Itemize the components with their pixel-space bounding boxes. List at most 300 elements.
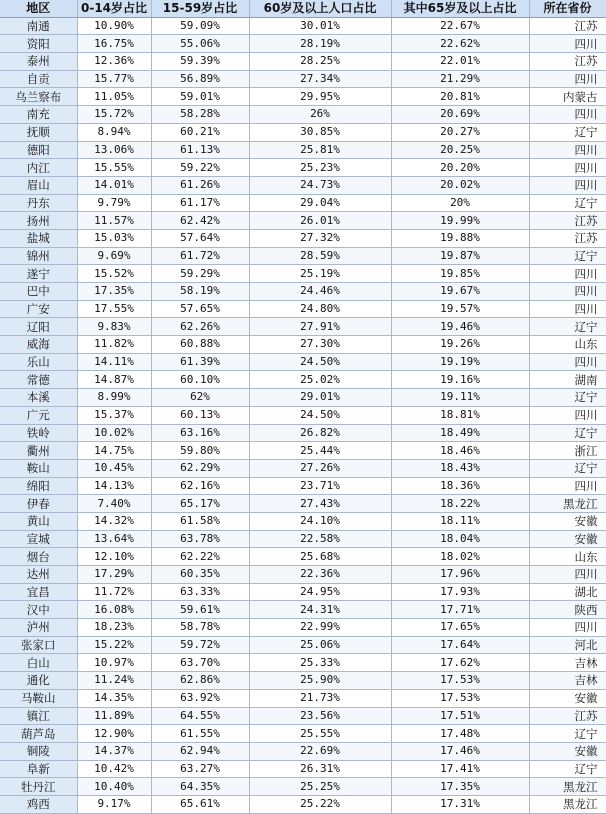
table-row	[0, 672, 606, 690]
cell-province: 四川	[529, 159, 606, 177]
table-row	[0, 619, 606, 637]
table-row	[0, 194, 606, 212]
cell-region: 绵阳	[0, 477, 77, 495]
table-row	[0, 530, 606, 548]
cell-age-15-59: 61.55%	[151, 725, 249, 743]
cell-age-0-14: 9.79%	[77, 194, 151, 212]
cell-age-60-plus: 24.73%	[249, 176, 391, 194]
cell-age-15-59: 63.27%	[151, 760, 249, 778]
cell-age-15-59: 61.13%	[151, 141, 249, 159]
cell-age-0-14: 14.35%	[77, 689, 151, 707]
cell-age-0-14: 8.94%	[77, 123, 151, 141]
cell-age-0-14: 11.82%	[77, 336, 151, 354]
cell-age-15-59: 65.61%	[151, 795, 249, 813]
cell-age-15-59: 60.35%	[151, 566, 249, 584]
cell-region: 广安	[0, 300, 77, 318]
cell-age-60-plus: 27.34%	[249, 70, 391, 88]
cell-province: 江苏	[529, 229, 606, 247]
cell-age-15-59: 64.55%	[151, 707, 249, 725]
cell-age-60-plus: 23.71%	[249, 477, 391, 495]
cell-age-15-59: 58.28%	[151, 106, 249, 124]
cell-age-65-plus: 18.04%	[391, 530, 529, 548]
cell-age-60-plus: 24.10%	[249, 512, 391, 530]
cell-age-65-plus: 19.46%	[391, 318, 529, 336]
table-row	[0, 548, 606, 566]
cell-age-0-14: 16.08%	[77, 601, 151, 619]
cell-region: 铜陵	[0, 742, 77, 760]
cell-age-60-plus: 22.58%	[249, 530, 391, 548]
cell-age-65-plus: 17.51%	[391, 707, 529, 725]
cell-age-0-14: 12.10%	[77, 548, 151, 566]
cell-age-0-14: 7.40%	[77, 495, 151, 513]
cell-age-60-plus: 27.26%	[249, 459, 391, 477]
cell-age-65-plus: 17.65%	[391, 619, 529, 637]
cell-province: 湖南	[529, 371, 606, 389]
cell-region: 镇江	[0, 707, 77, 725]
cell-age-0-14: 10.97%	[77, 654, 151, 672]
cell-age-15-59: 59.22%	[151, 159, 249, 177]
cell-age-15-59: 60.88%	[151, 336, 249, 354]
cell-region: 马鞍山	[0, 689, 77, 707]
table-row	[0, 123, 606, 141]
cell-age-15-59: 61.26%	[151, 176, 249, 194]
cell-province: 四川	[529, 619, 606, 637]
table-row	[0, 725, 606, 743]
cell-age-15-59: 62.94%	[151, 742, 249, 760]
cell-age-60-plus: 25.02%	[249, 371, 391, 389]
cell-age-15-59: 58.78%	[151, 619, 249, 637]
cell-age-65-plus: 20.81%	[391, 88, 529, 106]
cell-age-65-plus: 22.67%	[391, 17, 529, 35]
cell-age-65-plus: 19.87%	[391, 247, 529, 265]
cell-province: 陕西	[529, 601, 606, 619]
cell-age-65-plus: 19.16%	[391, 371, 529, 389]
cell-region: 锦州	[0, 247, 77, 265]
cell-age-65-plus: 17.46%	[391, 742, 529, 760]
cell-age-65-plus: 17.53%	[391, 689, 529, 707]
cell-age-15-59: 62.29%	[151, 459, 249, 477]
cell-region: 乐山	[0, 353, 77, 371]
cell-age-15-59: 59.39%	[151, 53, 249, 71]
cell-age-0-14: 11.89%	[77, 707, 151, 725]
cell-age-65-plus: 17.93%	[391, 583, 529, 601]
cell-age-60-plus: 25.90%	[249, 672, 391, 690]
cell-province: 四川	[529, 477, 606, 495]
cell-province: 江苏	[529, 53, 606, 71]
cell-age-65-plus: 18.49%	[391, 424, 529, 442]
cell-age-0-14: 11.57%	[77, 212, 151, 230]
cell-region: 张家口	[0, 636, 77, 654]
cell-age-15-59: 62.22%	[151, 548, 249, 566]
cell-age-60-plus: 29.95%	[249, 88, 391, 106]
header-region: 地区	[0, 0, 77, 17]
cell-age-0-14: 12.90%	[77, 725, 151, 743]
cell-age-0-14: 15.37%	[77, 406, 151, 424]
cell-age-65-plus: 17.71%	[391, 601, 529, 619]
cell-age-15-59: 59.80%	[151, 442, 249, 460]
cell-age-0-14: 14.32%	[77, 512, 151, 530]
cell-age-60-plus: 26%	[249, 106, 391, 124]
cell-age-15-59: 59.09%	[151, 17, 249, 35]
cell-age-15-59: 59.72%	[151, 636, 249, 654]
cell-region: 常德	[0, 371, 77, 389]
cell-age-65-plus: 19.99%	[391, 212, 529, 230]
cell-age-0-14: 14.01%	[77, 176, 151, 194]
cell-province: 辽宁	[529, 194, 606, 212]
cell-age-0-14: 14.87%	[77, 371, 151, 389]
cell-region: 南通	[0, 17, 77, 35]
cell-age-0-14: 13.06%	[77, 141, 151, 159]
table-row	[0, 707, 606, 725]
cell-age-65-plus: 22.62%	[391, 35, 529, 53]
cell-age-60-plus: 25.19%	[249, 265, 391, 283]
cell-age-65-plus: 20.27%	[391, 123, 529, 141]
cell-province: 浙江	[529, 442, 606, 460]
cell-province: 安徽	[529, 530, 606, 548]
cell-age-65-plus: 19.57%	[391, 300, 529, 318]
cell-age-0-14: 11.05%	[77, 88, 151, 106]
table-row	[0, 353, 606, 371]
cell-age-60-plus: 25.25%	[249, 778, 391, 796]
cell-province: 辽宁	[529, 459, 606, 477]
cell-age-60-plus: 24.31%	[249, 601, 391, 619]
cell-province: 山东	[529, 336, 606, 354]
table-row	[0, 654, 606, 672]
cell-age-65-plus: 19.19%	[391, 353, 529, 371]
cell-age-65-plus: 17.41%	[391, 760, 529, 778]
cell-province: 安徽	[529, 689, 606, 707]
table-row	[0, 689, 606, 707]
table-row	[0, 371, 606, 389]
cell-age-0-14: 10.45%	[77, 459, 151, 477]
cell-age-60-plus: 27.32%	[249, 229, 391, 247]
cell-age-65-plus: 19.26%	[391, 336, 529, 354]
cell-age-0-14: 10.02%	[77, 424, 151, 442]
table-row	[0, 495, 606, 513]
cell-region: 达州	[0, 566, 77, 584]
cell-age-15-59: 65.17%	[151, 495, 249, 513]
table-row	[0, 778, 606, 796]
cell-region: 白山	[0, 654, 77, 672]
cell-age-60-plus: 30.01%	[249, 17, 391, 35]
cell-age-15-59: 60.10%	[151, 371, 249, 389]
cell-province: 黑龙江	[529, 495, 606, 513]
cell-age-0-14: 17.35%	[77, 283, 151, 301]
cell-region: 伊春	[0, 495, 77, 513]
table-row	[0, 265, 606, 283]
cell-age-60-plus: 25.68%	[249, 548, 391, 566]
cell-age-15-59: 61.58%	[151, 512, 249, 530]
cell-age-0-14: 14.11%	[77, 353, 151, 371]
cell-region: 盐城	[0, 229, 77, 247]
cell-age-15-59: 59.29%	[151, 265, 249, 283]
cell-province: 辽宁	[529, 247, 606, 265]
cell-age-60-plus: 24.80%	[249, 300, 391, 318]
cell-age-60-plus: 24.50%	[249, 353, 391, 371]
cell-age-15-59: 60.21%	[151, 123, 249, 141]
cell-age-65-plus: 18.11%	[391, 512, 529, 530]
cell-age-60-plus: 27.91%	[249, 318, 391, 336]
cell-age-15-59: 62%	[151, 389, 249, 407]
cell-age-0-14: 15.55%	[77, 159, 151, 177]
cell-age-60-plus: 25.81%	[249, 141, 391, 159]
cell-age-65-plus: 19.11%	[391, 389, 529, 407]
cell-region: 本溪	[0, 389, 77, 407]
cell-province: 四川	[529, 300, 606, 318]
cell-age-15-59: 57.65%	[151, 300, 249, 318]
cell-region: 自贡	[0, 70, 77, 88]
cell-age-15-59: 63.78%	[151, 530, 249, 548]
header-age-15-59: 15-59岁占比	[151, 0, 249, 17]
table-row	[0, 159, 606, 177]
header-row	[0, 0, 606, 17]
cell-province: 四川	[529, 566, 606, 584]
cell-age-15-59: 62.26%	[151, 318, 249, 336]
cell-province: 河北	[529, 636, 606, 654]
cell-age-15-59: 59.61%	[151, 601, 249, 619]
cell-age-15-59: 63.92%	[151, 689, 249, 707]
cell-age-60-plus: 21.73%	[249, 689, 391, 707]
cell-age-15-59: 62.86%	[151, 672, 249, 690]
cell-region: 通化	[0, 672, 77, 690]
cell-province: 辽宁	[529, 318, 606, 336]
table-row	[0, 35, 606, 53]
cell-age-60-plus: 26.01%	[249, 212, 391, 230]
cell-age-60-plus: 28.59%	[249, 247, 391, 265]
cell-age-0-14: 11.72%	[77, 583, 151, 601]
cell-province: 四川	[529, 106, 606, 124]
cell-province: 辽宁	[529, 725, 606, 743]
cell-age-0-14: 10.40%	[77, 778, 151, 796]
cell-age-65-plus: 20.20%	[391, 159, 529, 177]
cell-province: 黑龙江	[529, 778, 606, 796]
cell-age-65-plus: 17.64%	[391, 636, 529, 654]
cell-region: 内江	[0, 159, 77, 177]
cell-province: 湖北	[529, 583, 606, 601]
cell-region: 宣城	[0, 530, 77, 548]
cell-region: 威海	[0, 336, 77, 354]
table-row	[0, 212, 606, 230]
table-row	[0, 442, 606, 460]
cell-age-60-plus: 24.50%	[249, 406, 391, 424]
cell-region: 遂宁	[0, 265, 77, 283]
cell-age-65-plus: 17.53%	[391, 672, 529, 690]
cell-province: 安徽	[529, 512, 606, 530]
cell-age-0-14: 9.69%	[77, 247, 151, 265]
header-age-65-plus: 其中65岁及以上占比	[391, 0, 529, 17]
cell-age-65-plus: 18.22%	[391, 495, 529, 513]
cell-age-15-59: 55.06%	[151, 35, 249, 53]
table-row	[0, 566, 606, 584]
cell-province: 辽宁	[529, 424, 606, 442]
cell-province: 江苏	[529, 17, 606, 35]
cell-age-0-14: 15.77%	[77, 70, 151, 88]
cell-province: 四川	[529, 35, 606, 53]
table-row	[0, 512, 606, 530]
cell-age-0-14: 17.29%	[77, 566, 151, 584]
table-row	[0, 389, 606, 407]
cell-age-65-plus: 18.02%	[391, 548, 529, 566]
cell-age-0-14: 14.37%	[77, 742, 151, 760]
cell-age-60-plus: 29.04%	[249, 194, 391, 212]
cell-age-0-14: 18.23%	[77, 619, 151, 637]
table-row	[0, 70, 606, 88]
cell-age-15-59: 62.42%	[151, 212, 249, 230]
cell-region: 葫芦岛	[0, 725, 77, 743]
cell-region: 鸡西	[0, 795, 77, 813]
table-row	[0, 424, 606, 442]
table-row	[0, 176, 606, 194]
cell-province: 辽宁	[529, 123, 606, 141]
cell-region: 抚顺	[0, 123, 77, 141]
cell-age-60-plus: 27.30%	[249, 336, 391, 354]
cell-age-65-plus: 17.35%	[391, 778, 529, 796]
cell-age-65-plus: 19.85%	[391, 265, 529, 283]
cell-province: 安徽	[529, 742, 606, 760]
cell-region: 资阳	[0, 35, 77, 53]
cell-age-60-plus: 25.33%	[249, 654, 391, 672]
cell-province: 山东	[529, 548, 606, 566]
table-row	[0, 247, 606, 265]
cell-age-15-59: 61.17%	[151, 194, 249, 212]
cell-age-65-plus: 17.62%	[391, 654, 529, 672]
cell-age-15-59: 58.19%	[151, 283, 249, 301]
cell-age-60-plus: 22.99%	[249, 619, 391, 637]
header-age-60-plus: 60岁及以上人口占比	[249, 0, 391, 17]
cell-region: 南充	[0, 106, 77, 124]
cell-age-65-plus: 22.01%	[391, 53, 529, 71]
cell-age-60-plus: 25.55%	[249, 725, 391, 743]
table-row	[0, 795, 606, 813]
cell-region: 泸州	[0, 619, 77, 637]
cell-age-0-14: 12.36%	[77, 53, 151, 71]
cell-age-15-59: 57.64%	[151, 229, 249, 247]
cell-region: 巴中	[0, 283, 77, 301]
cell-region: 汉中	[0, 601, 77, 619]
cell-age-60-plus: 22.69%	[249, 742, 391, 760]
cell-age-60-plus: 25.06%	[249, 636, 391, 654]
cell-age-0-14: 15.72%	[77, 106, 151, 124]
cell-province: 四川	[529, 406, 606, 424]
cell-region: 烟台	[0, 548, 77, 566]
cell-age-65-plus: 20.69%	[391, 106, 529, 124]
cell-age-0-14: 10.42%	[77, 760, 151, 778]
cell-age-0-14: 11.24%	[77, 672, 151, 690]
cell-age-0-14: 17.55%	[77, 300, 151, 318]
table-row	[0, 53, 606, 71]
cell-province: 内蒙古	[529, 88, 606, 106]
header-province: 所在省份	[529, 0, 606, 17]
cell-age-60-plus: 28.25%	[249, 53, 391, 71]
cell-region: 衢州	[0, 442, 77, 460]
cell-age-65-plus: 20.25%	[391, 141, 529, 159]
cell-province: 四川	[529, 283, 606, 301]
cell-age-65-plus: 20.02%	[391, 176, 529, 194]
cell-age-60-plus: 30.85%	[249, 123, 391, 141]
cell-age-0-14: 14.13%	[77, 477, 151, 495]
cell-province: 江苏	[529, 212, 606, 230]
cell-age-15-59: 63.16%	[151, 424, 249, 442]
cell-province: 辽宁	[529, 389, 606, 407]
cell-region: 阜新	[0, 760, 77, 778]
cell-age-60-plus: 24.95%	[249, 583, 391, 601]
table-row	[0, 760, 606, 778]
cell-age-15-59: 63.33%	[151, 583, 249, 601]
cell-province: 江苏	[529, 707, 606, 725]
cell-age-0-14: 8.99%	[77, 389, 151, 407]
cell-age-60-plus: 25.22%	[249, 795, 391, 813]
cell-age-60-plus: 22.36%	[249, 566, 391, 584]
table-row	[0, 141, 606, 159]
cell-region: 乌兰察布	[0, 88, 77, 106]
table-row	[0, 459, 606, 477]
cell-age-65-plus: 19.67%	[391, 283, 529, 301]
table-row	[0, 106, 606, 124]
cell-age-15-59: 59.01%	[151, 88, 249, 106]
cell-region: 扬州	[0, 212, 77, 230]
cell-age-15-59: 63.70%	[151, 654, 249, 672]
table-row	[0, 229, 606, 247]
cell-province: 吉林	[529, 672, 606, 690]
cell-age-60-plus: 24.46%	[249, 283, 391, 301]
table-row	[0, 283, 606, 301]
cell-age-0-14: 16.75%	[77, 35, 151, 53]
cell-age-65-plus: 18.36%	[391, 477, 529, 495]
cell-age-60-plus: 29.01%	[249, 389, 391, 407]
cell-region: 泰州	[0, 53, 77, 71]
cell-age-60-plus: 26.82%	[249, 424, 391, 442]
cell-region: 眉山	[0, 176, 77, 194]
table-row	[0, 477, 606, 495]
cell-region: 黄山	[0, 512, 77, 530]
cell-age-0-14: 9.83%	[77, 318, 151, 336]
cell-province: 黑龙江	[529, 795, 606, 813]
table-row	[0, 601, 606, 619]
cell-province: 四川	[529, 353, 606, 371]
cell-province: 四川	[529, 265, 606, 283]
table-row	[0, 300, 606, 318]
cell-age-65-plus: 21.29%	[391, 70, 529, 88]
table-row	[0, 742, 606, 760]
cell-region: 德阳	[0, 141, 77, 159]
cell-age-60-plus: 28.19%	[249, 35, 391, 53]
cell-region: 鞍山	[0, 459, 77, 477]
cell-age-60-plus: 26.31%	[249, 760, 391, 778]
header-age-0-14: 0-14岁占比	[77, 0, 151, 17]
cell-age-0-14: 15.03%	[77, 229, 151, 247]
cell-age-0-14: 15.22%	[77, 636, 151, 654]
cell-region: 广元	[0, 406, 77, 424]
table-row	[0, 17, 606, 35]
table-row	[0, 318, 606, 336]
table-row	[0, 583, 606, 601]
cell-province: 四川	[529, 141, 606, 159]
cell-region: 宜昌	[0, 583, 77, 601]
cell-province: 辽宁	[529, 760, 606, 778]
cell-region: 牡丹江	[0, 778, 77, 796]
cell-age-65-plus: 18.46%	[391, 442, 529, 460]
table-row	[0, 336, 606, 354]
cell-age-65-plus: 18.81%	[391, 406, 529, 424]
cell-age-60-plus: 25.44%	[249, 442, 391, 460]
cell-province: 吉林	[529, 654, 606, 672]
cell-age-65-plus: 20%	[391, 194, 529, 212]
cell-age-65-plus: 17.96%	[391, 566, 529, 584]
cell-age-15-59: 64.35%	[151, 778, 249, 796]
cell-region: 辽阳	[0, 318, 77, 336]
cell-age-0-14: 9.17%	[77, 795, 151, 813]
cell-age-0-14: 15.52%	[77, 265, 151, 283]
